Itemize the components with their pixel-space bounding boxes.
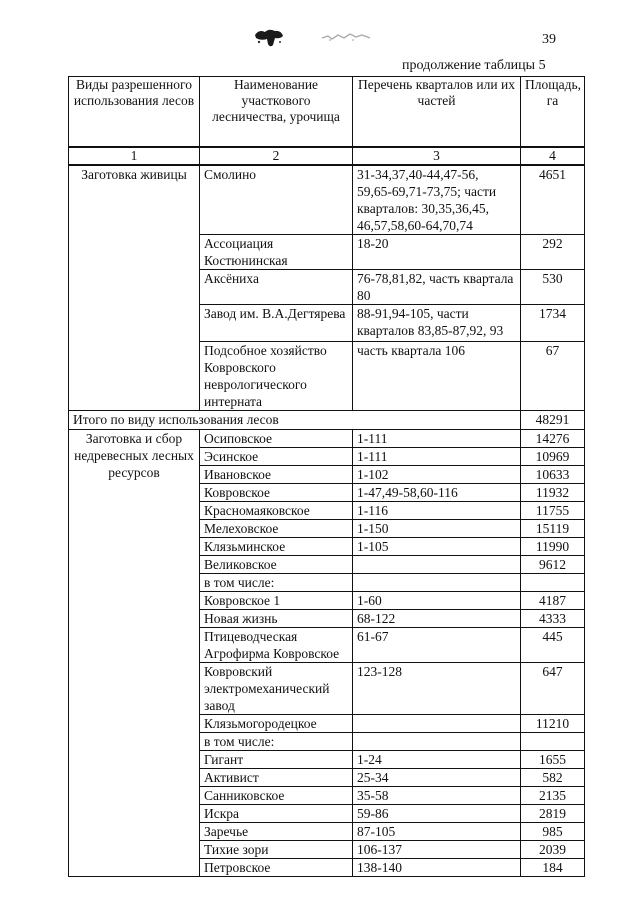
area-value <box>521 733 585 751</box>
area-value: 67 <box>521 342 585 411</box>
forestry-name: Ковровский электромеханический завод <box>200 663 353 715</box>
area-value: 11932 <box>521 484 585 502</box>
forestry-name: Аксёниха <box>200 270 353 305</box>
forestry-name: Смолино <box>200 165 353 235</box>
quarters-list: 87-105 <box>353 823 521 841</box>
use-type-non-timber: Заготовка и сбор недревесных лесных ресурсов <box>69 430 200 877</box>
quarters-list: 59-86 <box>353 805 521 823</box>
forestry-name: Мелеховское <box>200 520 353 538</box>
total-area: 48291 <box>521 411 585 430</box>
table-continuation-label: продолжение таблицы 5 <box>402 58 546 73</box>
table-row <box>69 430 585 448</box>
column-number: 2 <box>200 147 353 165</box>
area-value <box>521 574 585 592</box>
quarters-list: 1-111 <box>353 430 521 448</box>
column-number: 1 <box>69 147 200 165</box>
faint-stamp-mark <box>320 31 372 43</box>
area-value: 292 <box>521 235 585 270</box>
area-value: 15119 <box>521 520 585 538</box>
quarters-list: 138-140 <box>353 859 521 877</box>
total-row <box>69 411 585 430</box>
header-forestry-name: Наименование участкового лесничества, урочища <box>200 77 353 148</box>
column-number: 4 <box>521 147 585 165</box>
area-value: 184 <box>521 859 585 877</box>
area-value: 9612 <box>521 556 585 574</box>
including-label: в том числе: <box>200 574 353 592</box>
forestry-name: Активист <box>200 769 353 787</box>
area-value: 11755 <box>521 502 585 520</box>
column-number-row <box>69 147 585 165</box>
area-value: 2039 <box>521 841 585 859</box>
forestry-name: Великовское <box>200 556 353 574</box>
area-value: 582 <box>521 769 585 787</box>
quarters-list: 123-128 <box>353 663 521 715</box>
area-value: 10969 <box>521 448 585 466</box>
quarters-list: 1-111 <box>353 448 521 466</box>
quarters-list: 25-34 <box>353 769 521 787</box>
page-number: 39 <box>542 32 556 47</box>
area-value: 445 <box>521 628 585 663</box>
forestry-name: Заречье <box>200 823 353 841</box>
including-label: в том числе: <box>200 733 353 751</box>
forestry-name: Красномаяковское <box>200 502 353 520</box>
area-value: 4651 <box>521 165 585 235</box>
quarters-list: 1-150 <box>353 520 521 538</box>
quarters-list: 1-105 <box>353 538 521 556</box>
quarters-list: 18-20 <box>353 235 521 270</box>
quarters-list: 1-60 <box>353 592 521 610</box>
forestry-name: Гигант <box>200 751 353 769</box>
forestry-name: Новая жизнь <box>200 610 353 628</box>
area-value: 4187 <box>521 592 585 610</box>
area-value: 2135 <box>521 787 585 805</box>
quarters-list: часть квартала 106 <box>353 342 521 411</box>
quarters-list: 61-67 <box>353 628 521 663</box>
header-area: Площадь, га <box>521 77 585 148</box>
forestry-name: Искра <box>200 805 353 823</box>
ink-stamp-mark <box>253 27 285 49</box>
forestry-name: Птицеводческая Агрофирма Ковровское <box>200 628 353 663</box>
forestry-name: Санниковское <box>200 787 353 805</box>
forestry-name: Петровское <box>200 859 353 877</box>
quarters-list <box>353 733 521 751</box>
area-value: 1734 <box>521 305 585 342</box>
quarters-list: 1-116 <box>353 502 521 520</box>
forestry-name: Тихие зори <box>200 841 353 859</box>
forest-use-table <box>68 76 585 877</box>
forestry-name: Клязьмогородецкое <box>200 715 353 733</box>
header-quarters: Перечень кварталов или их частей <box>353 77 521 148</box>
column-number: 3 <box>353 147 521 165</box>
quarters-list: 1-24 <box>353 751 521 769</box>
area-value: 530 <box>521 270 585 305</box>
forestry-name: Ассоциация Костюнинская <box>200 235 353 270</box>
area-value: 11210 <box>521 715 585 733</box>
quarters-list <box>353 574 521 592</box>
quarters-list <box>353 715 521 733</box>
forestry-name: Ивановское <box>200 466 353 484</box>
area-value: 985 <box>521 823 585 841</box>
area-value: 10633 <box>521 466 585 484</box>
area-value: 14276 <box>521 430 585 448</box>
forestry-name: Эсинское <box>200 448 353 466</box>
quarters-list <box>353 556 521 574</box>
forestry-name: Ковровское 1 <box>200 592 353 610</box>
total-label: Итого по виду использования лесов <box>69 411 521 430</box>
forestry-name: Подсобное хозяйство Ковровского неврологического интерната <box>200 342 353 411</box>
header-use-type: Виды разрешенного использования лесов <box>69 77 200 148</box>
forestry-name: Клязьминское <box>200 538 353 556</box>
quarters-list: 76-78,81,82, часть квартала 80 <box>353 270 521 305</box>
area-value: 11990 <box>521 538 585 556</box>
area-value: 1655 <box>521 751 585 769</box>
area-value: 2819 <box>521 805 585 823</box>
table-row <box>69 165 585 235</box>
quarters-list: 68-122 <box>353 610 521 628</box>
quarters-list: 1-102 <box>353 466 521 484</box>
forestry-name: Завод им. В.А.Дегтярева <box>200 305 353 342</box>
forestry-name: Ковровское <box>200 484 353 502</box>
quarters-list: 106-137 <box>353 841 521 859</box>
quarters-list: 31-34,37,40-44,47-56, 59,65-69,71-73,75; части кварталов: 30,35,36,45, 46,57,58,60-64,70,74 <box>353 165 521 235</box>
area-value: 647 <box>521 663 585 715</box>
use-type-resin: Заготовка живицы <box>69 165 200 411</box>
header-row <box>69 77 585 148</box>
quarters-list: 88-91,94-105, части кварталов 83,85-87,92, 93 <box>353 305 521 342</box>
quarters-list: 35-58 <box>353 787 521 805</box>
quarters-list: 1-47,49-58,60-116 <box>353 484 521 502</box>
forestry-name: Осиповское <box>200 430 353 448</box>
area-value: 4333 <box>521 610 585 628</box>
